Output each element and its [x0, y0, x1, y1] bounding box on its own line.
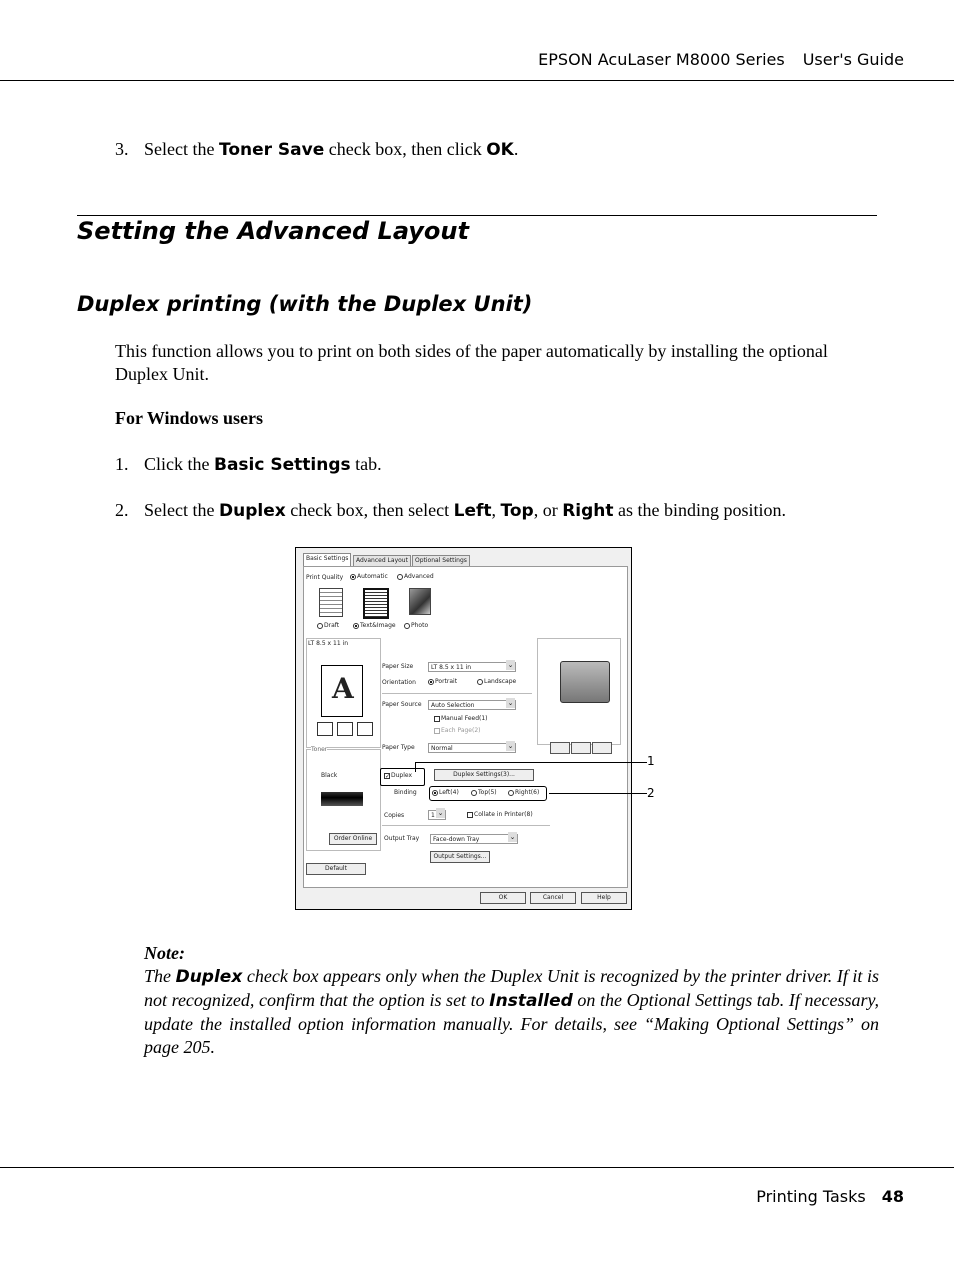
- preview-size-label: LT 8.5 x 11 in: [308, 640, 349, 647]
- radio-icon: [428, 679, 434, 685]
- radio-label: Portrait: [435, 678, 458, 685]
- toner-group: [306, 746, 381, 851]
- radio-icon: [471, 790, 477, 796]
- checkbox-label: Duplex: [391, 772, 413, 779]
- radio-label: Left(4): [439, 789, 459, 796]
- note-body: [144, 965, 879, 1059]
- photo-radio[interactable]: [404, 622, 428, 629]
- step-text: ,: [491, 500, 501, 520]
- each-page-checkbox[interactable]: [434, 727, 481, 734]
- ui-term: Top: [500, 501, 534, 521]
- paper-size-label: Paper Size: [382, 663, 414, 670]
- note-text: check box appears only when the Duplex Unit is recognized by the printer driver. If it is not recognized, confirm that the option is set to: [144, 966, 879, 1010]
- copies-stepper[interactable]: 1 ⌄: [428, 810, 446, 820]
- cancel-button[interactable]: Cancel: [530, 892, 576, 904]
- paper-icon-button[interactable]: [550, 742, 570, 754]
- header-product: EPSON AcuLaser M8000 Series: [538, 50, 785, 69]
- preview-letter: A: [332, 672, 354, 705]
- radio-icon: [432, 790, 438, 796]
- ui-term: Installed: [489, 991, 573, 1011]
- radio-icon: [508, 790, 514, 796]
- radio-label: Photo: [411, 622, 429, 629]
- text-image-radio[interactable]: [353, 622, 396, 629]
- radio-icon: [350, 574, 356, 580]
- checkbox-label: Each Page(2): [441, 727, 481, 734]
- intro-line: Duplex Unit.: [115, 364, 209, 384]
- page-preview: [306, 638, 381, 748]
- header-guide: User's Guide: [802, 50, 904, 69]
- printer-icon: [560, 661, 610, 703]
- radio-icon: [317, 623, 323, 629]
- automatic-radio[interactable]: [350, 573, 388, 580]
- order-online-button[interactable]: Order Online: [329, 833, 377, 845]
- callout-line-1-tick: [415, 762, 416, 772]
- duplex-settings-button[interactable]: Duplex Settings(3)...: [434, 769, 534, 781]
- page-number: 48: [881, 1187, 904, 1206]
- text-image-quality-icon[interactable]: [363, 588, 389, 619]
- step-text: Select the: [144, 139, 219, 159]
- step-text: Select the: [144, 500, 219, 520]
- step-text: check box, then click: [324, 139, 487, 159]
- step-text: as the binding position.: [613, 500, 787, 520]
- landscape-radio[interactable]: [477, 678, 516, 685]
- divider: [382, 693, 532, 694]
- print-quality-label: Print Quality: [306, 574, 344, 581]
- binding-top-radio[interactable]: [471, 789, 497, 796]
- draft-radio[interactable]: [317, 622, 339, 629]
- ui-term: Toner Save: [218, 140, 325, 160]
- checkbox-icon: [467, 812, 473, 818]
- photo-quality-icon[interactable]: [409, 588, 431, 615]
- draft-quality-icon[interactable]: [319, 588, 343, 617]
- paper-icon-button[interactable]: [571, 742, 591, 754]
- step-text: .: [513, 139, 519, 159]
- preview-page-icon: [321, 665, 363, 717]
- intro-paragraph: [115, 340, 880, 386]
- printer-image-frame: [537, 638, 621, 745]
- checkbox-icon: [434, 728, 440, 734]
- ui-term: Duplex: [175, 967, 243, 987]
- layout-icon: [317, 722, 333, 736]
- divider: [382, 825, 550, 826]
- paper-source-label: Paper Source: [382, 701, 422, 708]
- section-title: Setting the Advanced Layout: [77, 217, 469, 245]
- radio-label: Landscape: [484, 678, 517, 685]
- callout-line-1: [415, 762, 647, 763]
- toner-level-bar: [321, 792, 363, 806]
- help-button[interactable]: Help: [581, 892, 627, 904]
- orientation-label: Orientation: [382, 679, 416, 686]
- radio-label: Automatic: [357, 573, 388, 580]
- default-button[interactable]: Default: [306, 863, 366, 875]
- output-tray-select[interactable]: Face-down Tray ⌄: [430, 834, 518, 844]
- toner-label: Toner: [311, 746, 328, 753]
- note: [144, 942, 879, 1059]
- note-label: Note:: [144, 943, 185, 963]
- layout-icon: [357, 722, 373, 736]
- paper-source-select[interactable]: Auto Selection ⌄: [428, 700, 516, 710]
- step-3: [115, 138, 519, 161]
- footer-rule: [0, 1167, 954, 1168]
- copies-label: Copies: [384, 812, 405, 819]
- radio-icon: [397, 574, 403, 580]
- binding-left-radio[interactable]: [432, 789, 459, 796]
- tab-optional-settings[interactable]: Optional Settings: [412, 555, 470, 566]
- callout-line-2: [549, 793, 647, 794]
- binding-label: Binding: [394, 789, 417, 796]
- callout-label-1: 1: [647, 754, 655, 768]
- checkbox-icon: [434, 716, 440, 722]
- for-windows-heading: For Windows users: [115, 408, 264, 428]
- step-number: 2.: [115, 500, 129, 520]
- checkbox-icon: ✓: [385, 772, 391, 780]
- advanced-radio[interactable]: [397, 573, 434, 580]
- printer-driver-dialog: [295, 547, 632, 910]
- running-footer: [756, 1187, 904, 1206]
- footer-section: Printing Tasks: [756, 1187, 866, 1206]
- output-tray-label: Output Tray: [384, 835, 420, 842]
- layout-icon: [337, 722, 353, 736]
- step-2: [115, 499, 787, 522]
- step-number: 3.: [115, 139, 129, 159]
- tab-basic-settings[interactable]: Basic Settings: [303, 553, 351, 566]
- radio-label: Right(6): [515, 789, 540, 796]
- step-number: 1.: [115, 454, 129, 474]
- note-text: The: [144, 966, 176, 986]
- radio-icon: [404, 623, 410, 629]
- portrait-radio[interactable]: [428, 678, 457, 685]
- subsection-title: Duplex printing (with the Duplex Unit): [77, 292, 533, 316]
- checkbox-label: Collate in Printer(8): [474, 811, 533, 818]
- step-1: [115, 453, 382, 476]
- paper-size-select[interactable]: LT 8.5 x 11 in ⌄: [428, 662, 516, 672]
- duplex-checkbox[interactable]: [384, 772, 412, 779]
- running-header: [538, 50, 904, 69]
- ui-term: OK: [486, 140, 514, 160]
- radio-label: Top(5): [478, 789, 497, 796]
- step-text: check box, then select: [285, 500, 454, 520]
- radio-label: Advanced: [404, 573, 434, 580]
- callout-label-2: 2: [647, 786, 655, 800]
- step-text: tab.: [350, 454, 382, 474]
- collate-checkbox[interactable]: [467, 811, 533, 818]
- ok-button[interactable]: OK: [480, 892, 526, 904]
- section-rule: [77, 215, 877, 216]
- binding-right-radio[interactable]: [508, 789, 539, 796]
- checkbox-label: Manual Feed(1): [441, 715, 488, 722]
- paper-icon-button[interactable]: [592, 742, 612, 754]
- radio-label: Text&Image: [360, 622, 396, 629]
- manual-feed-checkbox[interactable]: [434, 715, 488, 722]
- note-text: on the Optional Settings tab. If necessary, update the installed option information manually. For details, see “Making Optional Settings” on page 205.: [144, 990, 879, 1057]
- step-text: , or: [533, 500, 563, 520]
- tab-advanced-layout[interactable]: Advanced Layout: [353, 555, 411, 566]
- paper-type-select[interactable]: Normal ⌄: [428, 743, 516, 753]
- black-toner-label: Black: [321, 772, 338, 779]
- intro-line: This function allows you to print on both sides of the paper automatically by installing the optional: [115, 341, 828, 361]
- radio-label: Draft: [324, 622, 340, 629]
- header-rule: [0, 80, 954, 81]
- basic-settings-panel: [303, 566, 628, 888]
- radio-icon: [353, 623, 359, 629]
- paper-type-label: Paper Type: [382, 744, 415, 751]
- output-settings-button[interactable]: Output Settings...: [430, 851, 490, 863]
- ui-term: Left: [453, 501, 492, 521]
- ui-term: Duplex: [218, 501, 286, 521]
- ui-term: Basic Settings: [214, 455, 351, 475]
- step-text: Click the: [144, 454, 214, 474]
- radio-icon: [477, 679, 483, 685]
- ui-term: Right: [562, 501, 614, 521]
